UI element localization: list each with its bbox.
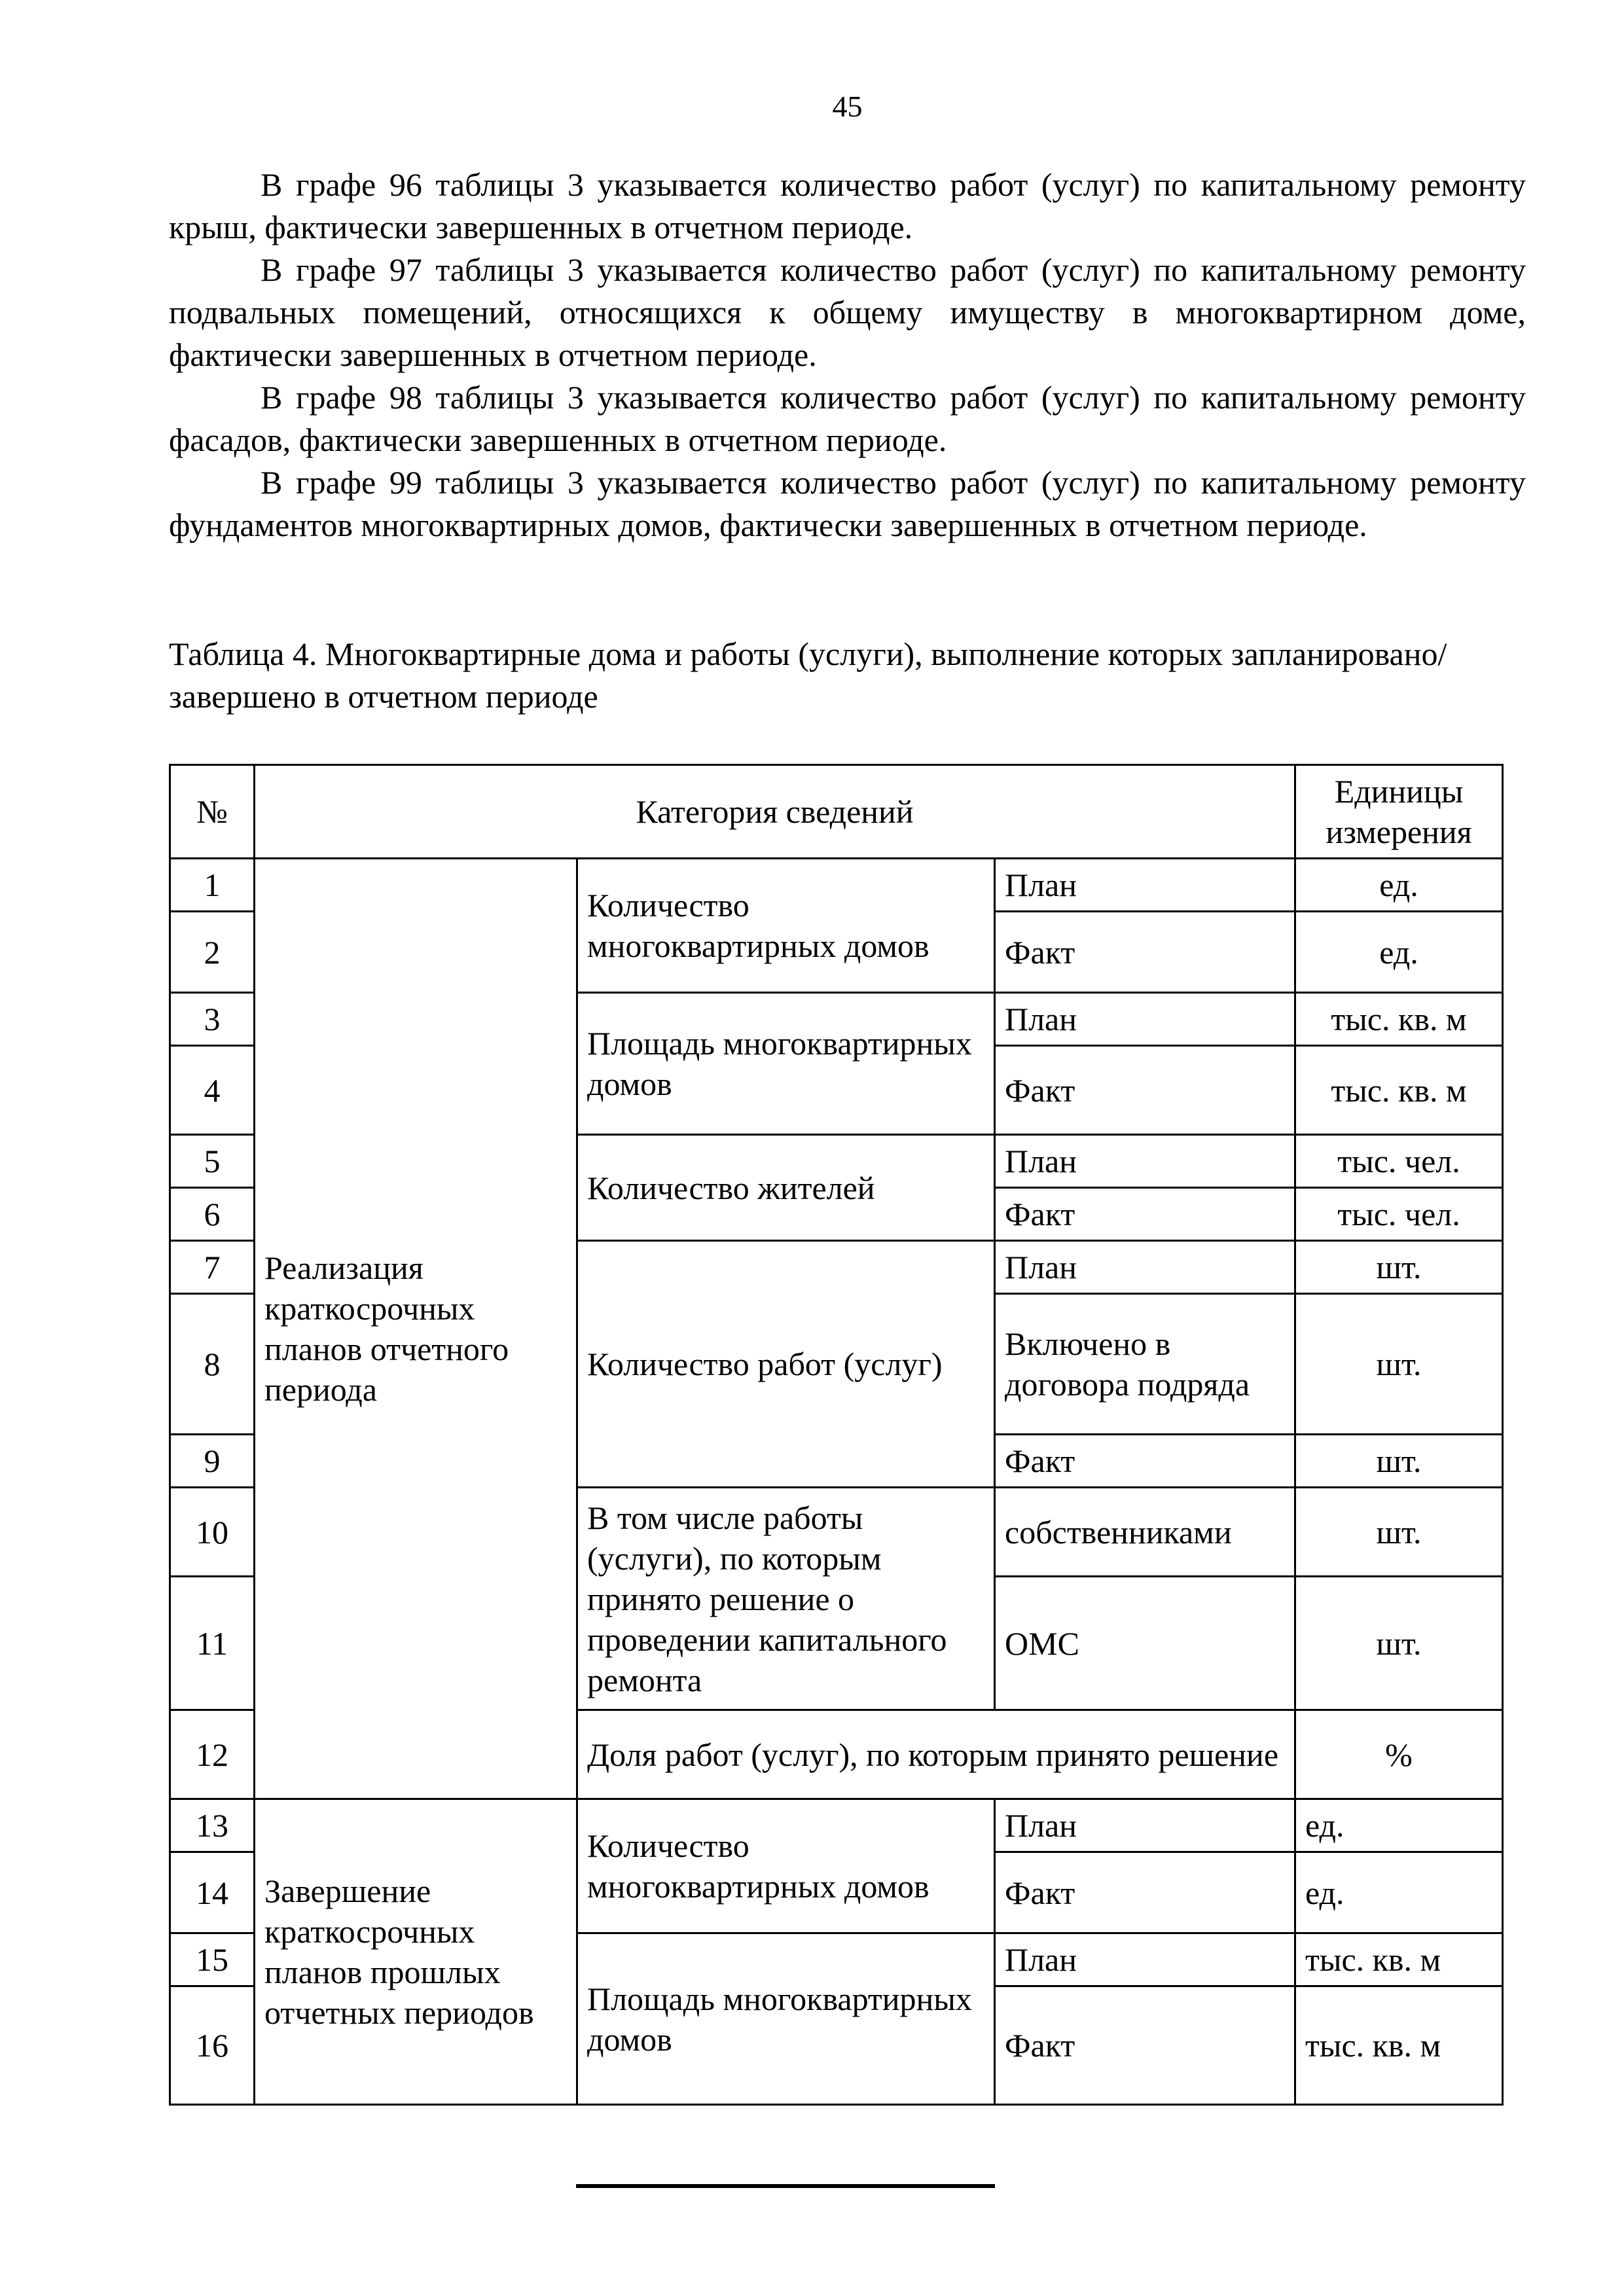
- row-number-cell: 14: [170, 1852, 255, 1933]
- units-cell: шт.: [1295, 1577, 1503, 1710]
- kind-cell: План: [995, 993, 1295, 1046]
- paragraph-graph-99: В графе 99 таблицы 3 указывается количество работ (услуг) по капитальному ремонту фундаментов многоквартирных домов, фактически завершенных в отчетном периоде.: [169, 464, 1526, 543]
- row-number-cell: 8: [170, 1294, 255, 1435]
- row-number-cell: 10: [170, 1488, 255, 1577]
- table-caption: Таблица 4. Многоквартирные дома и работы (услуги), выполнение которых запланировано/завершено в отчетном периоде: [169, 636, 1447, 715]
- subcategory-cell: Площадь многоквартирных домов: [577, 993, 995, 1135]
- header-num: №: [170, 765, 255, 859]
- row-number-cell: 5: [170, 1135, 255, 1188]
- units-cell: тыс. кв. м: [1295, 993, 1503, 1046]
- table-header-row: [170, 765, 1503, 859]
- kind-cell: План: [995, 1241, 1295, 1294]
- kind-cell: Факт: [995, 1852, 1295, 1933]
- kind-cell: План: [995, 1799, 1295, 1852]
- kind-cell: собственниками: [995, 1488, 1295, 1577]
- row-number-cell: 3: [170, 993, 255, 1046]
- subcategory-cell: Количество многоквартирных домов: [577, 1799, 995, 1933]
- row-number-cell: 7: [170, 1241, 255, 1294]
- subcategory-cell: Количество работ (услуг): [577, 1241, 995, 1488]
- group-cell-completion: Завершение краткосрочных планов прошлых отчетных периодов: [255, 1799, 577, 2105]
- row-number-cell: 1: [170, 859, 255, 912]
- row-number-cell: 16: [170, 1986, 255, 2105]
- units-cell: тыс. чел.: [1295, 1135, 1503, 1188]
- page-number: 45: [832, 90, 863, 123]
- units-cell: шт.: [1295, 1294, 1503, 1435]
- table-4: [169, 764, 1504, 2106]
- row-number-cell: 6: [170, 1188, 255, 1241]
- subcategory-cell: Количество многоквартирных домов: [577, 859, 995, 993]
- kind-cell: План: [995, 1933, 1295, 1986]
- kind-cell: План: [995, 859, 1295, 912]
- header-units: Единицы измерения: [1295, 765, 1503, 859]
- row-number-cell: 12: [170, 1710, 255, 1799]
- row-number-cell: 2: [170, 912, 255, 993]
- units-cell: ед.: [1295, 1799, 1503, 1852]
- units-cell: шт.: [1295, 1435, 1503, 1488]
- kind-cell: План: [995, 1135, 1295, 1188]
- units-cell: шт.: [1295, 1488, 1503, 1577]
- kind-cell: Включено в договора подряда: [995, 1294, 1295, 1435]
- table-row: [170, 1799, 1503, 1852]
- row-number-cell: 15: [170, 1933, 255, 1986]
- table-continuation-line: [576, 2184, 995, 2188]
- kind-cell: Факт: [995, 1046, 1295, 1135]
- subcategory-cell: Площадь многоквартирных домов: [577, 1933, 995, 2105]
- units-cell: ед.: [1295, 859, 1503, 912]
- units-cell: %: [1295, 1710, 1503, 1799]
- subcategory-cell: Количество жителей: [577, 1135, 995, 1241]
- paragraph-graph-97: В графе 97 таблицы 3 указывается количество работ (услуг) по капитальному ремонту подвальных помещений, относящихся к общему имуществу в многоквартирном доме, фактически завершенных в отчетном периоде.: [169, 251, 1526, 373]
- row-number-cell: 11: [170, 1577, 255, 1710]
- header-category: Категория сведений: [255, 765, 1295, 859]
- table-row: [170, 859, 1503, 912]
- paragraph-graph-96: В графе 96 таблицы 3 указывается количество работ (услуг) по капитальному ремонту крыш, фактически завершенных в отчетном периоде.: [169, 166, 1526, 245]
- units-cell: ед.: [1295, 912, 1503, 993]
- row-number-cell: 9: [170, 1435, 255, 1488]
- group-cell-realization: Реализация краткосрочных планов отчетного периода: [255, 859, 577, 1799]
- units-cell: тыс. чел.: [1295, 1188, 1503, 1241]
- units-cell: ед.: [1295, 1852, 1503, 1933]
- row-number-cell: 13: [170, 1799, 255, 1852]
- subcategory-cell-share: Доля работ (услуг), по которым принято решение: [577, 1710, 1295, 1799]
- units-cell: тыс. кв. м: [1295, 1046, 1503, 1135]
- kind-cell: Факт: [995, 912, 1295, 993]
- kind-cell: Факт: [995, 1986, 1295, 2105]
- paragraph-graph-98: В графе 98 таблицы 3 указывается количество работ (услуг) по капитальному ремонту фасадов, фактически завершенных в отчетном периоде.: [169, 379, 1526, 458]
- kind-cell: Факт: [995, 1435, 1295, 1488]
- units-cell: тыс. кв. м: [1295, 1933, 1503, 1986]
- units-cell: шт.: [1295, 1241, 1503, 1294]
- units-cell: тыс. кв. м: [1295, 1986, 1503, 2105]
- kind-cell: ОМС: [995, 1577, 1295, 1710]
- subcategory-cell: В том числе работы (услуги), по которым принято решение о проведении капитального ремонта: [577, 1488, 995, 1710]
- row-number-cell: 4: [170, 1046, 255, 1135]
- kind-cell: Факт: [995, 1188, 1295, 1241]
